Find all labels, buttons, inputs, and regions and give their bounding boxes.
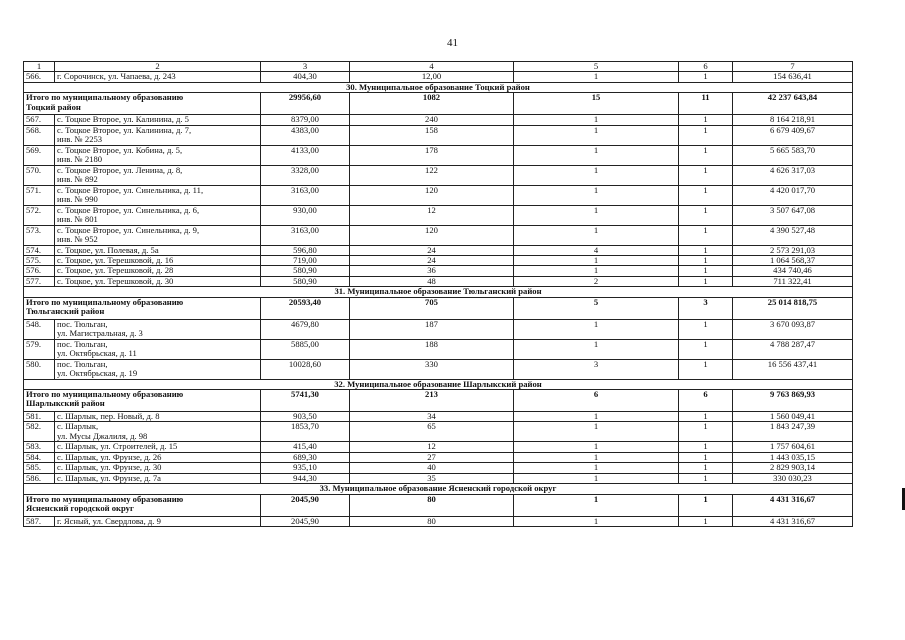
row-address bbox=[55, 72, 261, 82]
row-col4: 65 bbox=[350, 422, 514, 442]
row-col6: 1 bbox=[679, 266, 733, 276]
row-area: 689,30 bbox=[261, 452, 350, 462]
address-line: с. Шарлык, bbox=[57, 421, 99, 432]
row-address bbox=[55, 256, 261, 266]
row-area: 3163,00 bbox=[261, 225, 350, 245]
table-row bbox=[24, 245, 853, 255]
address-line: инв. № 952 bbox=[57, 234, 98, 245]
row-number: 574. bbox=[24, 245, 55, 255]
row-col6: 1 bbox=[679, 473, 733, 483]
total-label bbox=[24, 390, 261, 412]
table-row bbox=[24, 115, 853, 125]
address-line: г. Ясный, ул. Свердлова, д. 9 bbox=[57, 516, 161, 526]
row-col4: 122 bbox=[350, 165, 514, 185]
row-col4: 35 bbox=[350, 473, 514, 483]
row-col5: 1 bbox=[514, 256, 679, 266]
row-col6: 1 bbox=[679, 165, 733, 185]
table-row bbox=[24, 463, 853, 473]
row-number: 580. bbox=[24, 359, 55, 379]
row-area: 580,90 bbox=[261, 276, 350, 286]
total-cost: 42 237 643,84 bbox=[733, 93, 853, 115]
row-area: 2045,90 bbox=[261, 516, 350, 526]
row-address bbox=[55, 442, 261, 452]
total-label-line: Итого по муниципальному образованию bbox=[26, 389, 184, 400]
row-area: 903,50 bbox=[261, 412, 350, 422]
row-col4: 187 bbox=[350, 319, 514, 339]
row-area: 4679,80 bbox=[261, 319, 350, 339]
section-heading-row bbox=[24, 82, 853, 92]
address-line: ул. Магистральная, д. 3 bbox=[57, 328, 143, 339]
row-cost: 1 757 604,61 bbox=[733, 442, 853, 452]
row-col5: 1 bbox=[514, 125, 679, 145]
row-cost: 4 788 287,47 bbox=[733, 339, 853, 359]
table-row bbox=[24, 412, 853, 422]
row-address bbox=[55, 412, 261, 422]
row-cost: 3 670 093,87 bbox=[733, 319, 853, 339]
row-number: 572. bbox=[24, 205, 55, 225]
address-line: с. Шарлык, ул. Фрунзе, д. 7а bbox=[57, 473, 161, 483]
row-col5: 4 bbox=[514, 245, 679, 255]
total-col4: 80 bbox=[350, 494, 514, 516]
row-address bbox=[55, 339, 261, 359]
section-title: 33. Муниципальное образование Ясненский городской округ bbox=[24, 484, 853, 494]
address-line: инв. № 801 bbox=[57, 214, 98, 225]
address-line: с. Шарлык, ул. Фрунзе, д. 30 bbox=[57, 462, 162, 473]
row-area: 4383,00 bbox=[261, 125, 350, 145]
address-line: с. Тоцкое Второе, ул. Калинина, д. 5 bbox=[57, 114, 189, 125]
address-line: инв. № 990 bbox=[57, 194, 98, 205]
table-row bbox=[24, 205, 853, 225]
table-row bbox=[24, 319, 853, 339]
row-col6: 1 bbox=[679, 185, 733, 205]
row-col5: 1 bbox=[514, 516, 679, 526]
table-row bbox=[24, 165, 853, 185]
row-col6: 1 bbox=[679, 205, 733, 225]
section-title: 32. Муниципальное образование Шарлыкский район bbox=[24, 379, 853, 389]
row-col5: 1 bbox=[514, 205, 679, 225]
row-address bbox=[55, 115, 261, 125]
address-line: с. Шарлык, ул. Фрунзе, д. 26 bbox=[57, 452, 162, 462]
address-line: с. Шарлык, ул. Строителей, д. 15 bbox=[57, 441, 178, 452]
address-line: пос. Тюльган, bbox=[57, 319, 108, 329]
total-row bbox=[24, 390, 853, 412]
row-area: 1853,70 bbox=[261, 422, 350, 442]
row-area: 4133,00 bbox=[261, 145, 350, 165]
row-col6: 1 bbox=[679, 125, 733, 145]
row-col6: 1 bbox=[679, 359, 733, 379]
row-col5: 1 bbox=[514, 145, 679, 165]
row-col4: 12 bbox=[350, 205, 514, 225]
total-cost: 4 431 316,67 bbox=[733, 494, 853, 516]
address-line: ул. Мусы Джалиля, д. 98 bbox=[57, 430, 148, 441]
table-row bbox=[24, 339, 853, 359]
row-col5: 2 bbox=[514, 276, 679, 286]
row-col6: 1 bbox=[679, 256, 733, 266]
address-line: с. Тоцкое Второе, ул. Ленина, д. 8, bbox=[57, 165, 183, 175]
column-header: 6 bbox=[679, 62, 733, 72]
row-cost: 1 843 247,39 bbox=[733, 422, 853, 442]
row-col6: 1 bbox=[679, 245, 733, 255]
table-row bbox=[24, 359, 853, 379]
row-number: 573. bbox=[24, 225, 55, 245]
row-col6: 1 bbox=[679, 115, 733, 125]
table-row bbox=[24, 145, 853, 165]
total-label-line: Ясненский городской округ bbox=[26, 502, 134, 513]
row-col6: 1 bbox=[679, 276, 733, 286]
row-number: 575. bbox=[24, 256, 55, 266]
total-label-line: Итого по муниципальному образованию bbox=[26, 297, 184, 307]
column-header: 5 bbox=[514, 62, 679, 72]
total-row bbox=[24, 93, 853, 115]
row-number: 582. bbox=[24, 422, 55, 442]
row-col4: 36 bbox=[350, 266, 514, 276]
row-address bbox=[55, 319, 261, 339]
row-cost: 5 665 583,70 bbox=[733, 145, 853, 165]
total-col4: 213 bbox=[350, 390, 514, 412]
row-col5: 1 bbox=[514, 319, 679, 339]
table-row bbox=[24, 256, 853, 266]
row-col4: 120 bbox=[350, 185, 514, 205]
row-number: 571. bbox=[24, 185, 55, 205]
row-col6: 1 bbox=[679, 452, 733, 462]
row-cost: 3 507 647,08 bbox=[733, 205, 853, 225]
table-row bbox=[24, 225, 853, 245]
table-row bbox=[24, 516, 853, 526]
row-area: 8379,00 bbox=[261, 115, 350, 125]
row-col5: 1 bbox=[514, 165, 679, 185]
column-number-header-row bbox=[24, 62, 853, 72]
row-area: 935,10 bbox=[261, 463, 350, 473]
row-area: 5885,00 bbox=[261, 339, 350, 359]
row-col4: 178 bbox=[350, 145, 514, 165]
row-cost: 2 829 903,14 bbox=[733, 463, 853, 473]
row-col5: 1 bbox=[514, 225, 679, 245]
address-line: с. Тоцкое Второе, ул. Синельника, д. 6, bbox=[57, 205, 200, 215]
section-heading-row bbox=[24, 287, 853, 297]
table-row bbox=[24, 442, 853, 452]
row-cost: 4 390 527,48 bbox=[733, 225, 853, 245]
row-col4: 12,00 bbox=[350, 72, 514, 82]
row-address bbox=[55, 422, 261, 442]
row-number: 581. bbox=[24, 412, 55, 422]
row-address bbox=[55, 276, 261, 286]
address-line: с. Тоцкое Второе, ул. Кобина, д. 5, bbox=[57, 145, 183, 155]
row-cost: 154 636,41 bbox=[733, 72, 853, 82]
row-number: 587. bbox=[24, 516, 55, 526]
row-number: 569. bbox=[24, 145, 55, 165]
row-cost: 2 573 291,03 bbox=[733, 245, 853, 255]
row-number: 586. bbox=[24, 473, 55, 483]
row-col5: 1 bbox=[514, 266, 679, 276]
table-row bbox=[24, 185, 853, 205]
total-col4: 1082 bbox=[350, 93, 514, 115]
column-header: 1 bbox=[24, 62, 55, 72]
address-line: с. Тоцкое, ул. Терешковой, д. 16 bbox=[57, 255, 174, 266]
row-address bbox=[55, 185, 261, 205]
row-address bbox=[55, 145, 261, 165]
row-number: 548. bbox=[24, 319, 55, 339]
section-title: 30. Муниципальное образование Тоцкий район bbox=[24, 82, 853, 92]
total-label bbox=[24, 93, 261, 115]
row-col4: 24 bbox=[350, 245, 514, 255]
row-col6: 1 bbox=[679, 145, 733, 165]
address-line: ул. Октябрьская, д. 11 bbox=[57, 348, 137, 359]
row-col5: 1 bbox=[514, 339, 679, 359]
row-area: 596,80 bbox=[261, 245, 350, 255]
total-cost: 9 763 869,93 bbox=[733, 390, 853, 412]
total-label-line: Итого по муниципальному образованию bbox=[26, 494, 184, 504]
row-col5: 1 bbox=[514, 115, 679, 125]
row-col4: 158 bbox=[350, 125, 514, 145]
page-number: 41 bbox=[447, 37, 458, 49]
row-area: 930,00 bbox=[261, 205, 350, 225]
row-col6: 1 bbox=[679, 225, 733, 245]
total-col5: 6 bbox=[514, 390, 679, 412]
address-line: г. Сорочинск, ул. Чапаева, д. 243 bbox=[57, 71, 176, 82]
row-number: 585. bbox=[24, 463, 55, 473]
total-label-line: Тюльганский район bbox=[26, 306, 105, 317]
total-col6: 1 bbox=[679, 494, 733, 516]
row-address bbox=[55, 359, 261, 379]
total-col5: 5 bbox=[514, 297, 679, 319]
total-area: 20593,40 bbox=[261, 297, 350, 319]
address-line: с. Шарлык, пер. Новый, д. 8 bbox=[57, 411, 160, 422]
row-col4: 330 bbox=[350, 359, 514, 379]
row-number: 579. bbox=[24, 339, 55, 359]
address-line: с. Тоцкое Второе, ул. Синельника, д. 11, bbox=[57, 185, 204, 195]
row-col4: 34 bbox=[350, 412, 514, 422]
row-col5: 1 bbox=[514, 442, 679, 452]
row-col4: 120 bbox=[350, 225, 514, 245]
total-col6: 3 bbox=[679, 297, 733, 319]
row-col5: 1 bbox=[514, 412, 679, 422]
row-col4: 240 bbox=[350, 115, 514, 125]
address-line: инв. № 2180 bbox=[57, 154, 103, 165]
row-cost: 1 443 035,15 bbox=[733, 452, 853, 462]
address-line: инв. № 2253 bbox=[57, 134, 103, 145]
address-line: с. Тоцкое, ул. Терешковой, д. 30 bbox=[57, 276, 174, 286]
table-row bbox=[24, 276, 853, 286]
section-heading-row bbox=[24, 484, 853, 494]
row-col4: 40 bbox=[350, 463, 514, 473]
row-area: 3328,00 bbox=[261, 165, 350, 185]
column-header: 7 bbox=[733, 62, 853, 72]
section-title: 31. Муниципальное образование Тюльганский район bbox=[24, 287, 853, 297]
address-line: инв. № 892 bbox=[57, 174, 98, 185]
row-address bbox=[55, 266, 261, 276]
row-cost: 8 164 218,91 bbox=[733, 115, 853, 125]
address-line: с. Тоцкое Второе, ул. Калинина, д. 7, bbox=[57, 125, 192, 135]
row-address bbox=[55, 165, 261, 185]
table-row bbox=[24, 473, 853, 483]
row-col5: 1 bbox=[514, 72, 679, 82]
row-col5: 1 bbox=[514, 452, 679, 462]
row-address bbox=[55, 516, 261, 526]
row-area: 415,40 bbox=[261, 442, 350, 452]
total-area: 2045,90 bbox=[261, 494, 350, 516]
table-row bbox=[24, 266, 853, 276]
table-row bbox=[24, 422, 853, 442]
row-cost: 4 431 316,67 bbox=[733, 516, 853, 526]
row-area: 3163,00 bbox=[261, 185, 350, 205]
row-col6: 1 bbox=[679, 339, 733, 359]
row-address bbox=[55, 125, 261, 145]
address-line: с. Тоцкое, ул. Терешковой, д. 28 bbox=[57, 265, 174, 276]
total-row bbox=[24, 297, 853, 319]
total-label-line: Итого по муниципальному образованию bbox=[26, 92, 184, 103]
address-line: с. Тоцкое Второе, ул. Синельника, д. 9, bbox=[57, 225, 200, 235]
row-col4: 48 bbox=[350, 276, 514, 286]
housing-register-table bbox=[23, 61, 853, 527]
total-col6: 11 bbox=[679, 93, 733, 115]
row-col5: 1 bbox=[514, 185, 679, 205]
row-col5: 1 bbox=[514, 463, 679, 473]
total-row bbox=[24, 494, 853, 516]
row-col6: 1 bbox=[679, 516, 733, 526]
row-address bbox=[55, 463, 261, 473]
total-label bbox=[24, 297, 261, 319]
row-address bbox=[55, 205, 261, 225]
total-label bbox=[24, 494, 261, 516]
row-col6: 1 bbox=[679, 442, 733, 452]
row-area: 10028,60 bbox=[261, 359, 350, 379]
column-header: 4 bbox=[350, 62, 514, 72]
row-col6: 1 bbox=[679, 72, 733, 82]
row-number: 576. bbox=[24, 266, 55, 276]
row-cost: 1 560 049,41 bbox=[733, 412, 853, 422]
table-body bbox=[24, 62, 853, 527]
total-col4: 705 bbox=[350, 297, 514, 319]
row-number: 583. bbox=[24, 442, 55, 452]
total-label-line: Тоцкий район bbox=[26, 101, 81, 112]
total-label-line: Шарлыкский район bbox=[26, 398, 105, 409]
column-header: 2 bbox=[55, 62, 261, 72]
address-line: пос. Тюльган, bbox=[57, 339, 108, 349]
total-area: 5741,30 bbox=[261, 390, 350, 412]
address-line: ул. Октябрьская, д. 19 bbox=[57, 368, 138, 379]
row-cost: 16 556 437,41 bbox=[733, 359, 853, 379]
row-cost: 711 322,41 bbox=[733, 276, 853, 286]
row-col6: 1 bbox=[679, 319, 733, 339]
row-area: 719,00 bbox=[261, 256, 350, 266]
row-col5: 3 bbox=[514, 359, 679, 379]
row-col4: 12 bbox=[350, 442, 514, 452]
row-number: 568. bbox=[24, 125, 55, 145]
row-col4: 24 bbox=[350, 256, 514, 266]
address-line: с. Тоцкое, ул. Полевая, д. 5а bbox=[57, 245, 159, 255]
row-address bbox=[55, 473, 261, 483]
row-address bbox=[55, 452, 261, 462]
row-address bbox=[55, 225, 261, 245]
row-number: 567. bbox=[24, 115, 55, 125]
row-area: 404,30 bbox=[261, 72, 350, 82]
total-cost: 25 014 818,75 bbox=[733, 297, 853, 319]
row-col4: 80 bbox=[350, 516, 514, 526]
row-area: 944,30 bbox=[261, 473, 350, 483]
row-cost: 1 064 568,37 bbox=[733, 256, 853, 266]
row-area: 580,90 bbox=[261, 266, 350, 276]
row-number: 566. bbox=[24, 72, 55, 82]
row-cost: 434 740,46 bbox=[733, 266, 853, 276]
row-number: 570. bbox=[24, 165, 55, 185]
total-col5: 15 bbox=[514, 93, 679, 115]
total-area: 29956,60 bbox=[261, 93, 350, 115]
row-col6: 1 bbox=[679, 412, 733, 422]
address-line: пос. Тюльган, bbox=[57, 359, 108, 369]
table-row bbox=[24, 125, 853, 145]
total-col6: 6 bbox=[679, 390, 733, 412]
row-col4: 27 bbox=[350, 452, 514, 462]
row-col6: 1 bbox=[679, 422, 733, 442]
row-address bbox=[55, 245, 261, 255]
column-header: 3 bbox=[261, 62, 350, 72]
table-row bbox=[24, 452, 853, 462]
row-col4: 188 bbox=[350, 339, 514, 359]
row-cost: 4 420 017,70 bbox=[733, 185, 853, 205]
row-cost: 330 030,23 bbox=[733, 473, 853, 483]
row-number: 584. bbox=[24, 452, 55, 462]
row-col6: 1 bbox=[679, 463, 733, 473]
total-col5: 1 bbox=[514, 494, 679, 516]
row-cost: 4 626 317,03 bbox=[733, 165, 853, 185]
row-cost: 6 679 409,67 bbox=[733, 125, 853, 145]
row-col5: 1 bbox=[514, 473, 679, 483]
row-number: 577. bbox=[24, 276, 55, 286]
table-row bbox=[24, 72, 853, 82]
row-col5: 1 bbox=[514, 422, 679, 442]
section-heading-row bbox=[24, 379, 853, 389]
